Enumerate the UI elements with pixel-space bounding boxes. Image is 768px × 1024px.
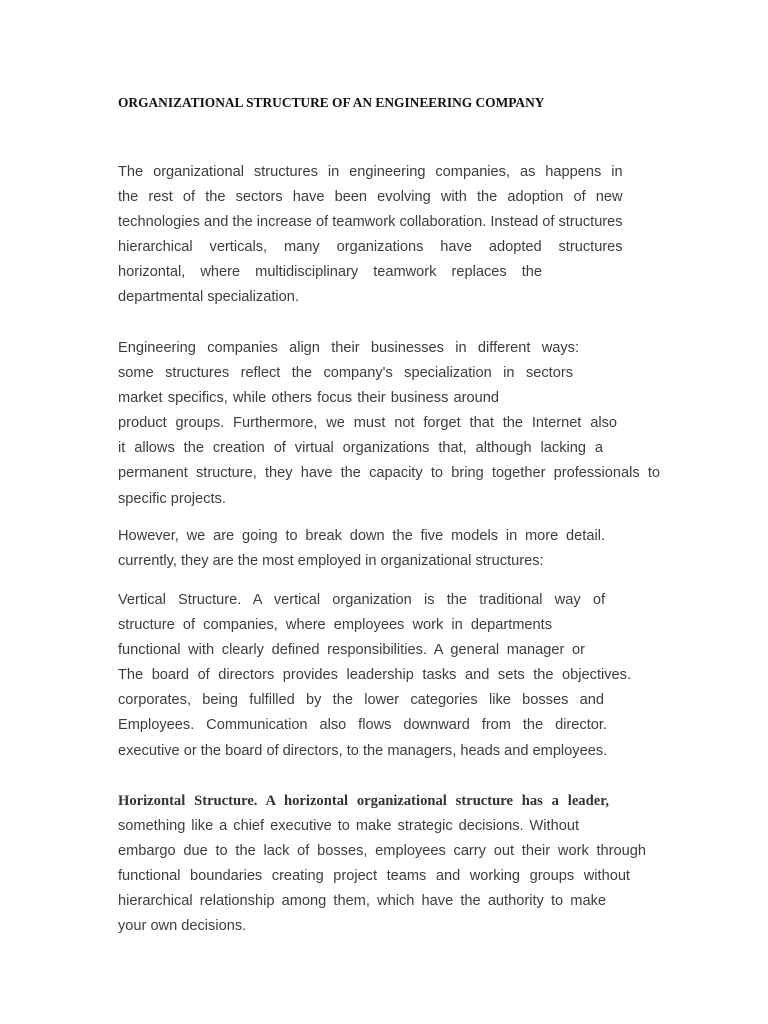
text-line: Horizontal Structure. A horizontal organizational structure has a leader, <box>118 793 609 809</box>
text-line: functional boundaries creating project teams and working groups without <box>118 868 630 885</box>
text-line: market specifics, while others focus their business around <box>118 390 499 407</box>
text-line: structure of companies, where employees work in departments <box>118 617 552 634</box>
paragraph-models-intro <box>118 524 605 574</box>
text-line: hierarchical relationship among them, which have the authority to make <box>118 893 606 910</box>
text-line: The board of directors provides leadership tasks and sets the objectives. <box>118 667 631 684</box>
text-line: it allows the creation of virtual organizations that, although lacking a <box>118 440 603 457</box>
text-line: something like a chief executive to make strategic decisions. Without <box>118 818 579 835</box>
text-line: some structures reflect the company's specialization in sectors <box>118 365 573 382</box>
paragraph-vertical-structure <box>118 588 631 764</box>
paragraph-horizontal-structure <box>118 789 646 940</box>
document-title: ORGANIZATIONAL STRUCTURE OF AN ENGINEERING COMPANY <box>118 95 545 110</box>
text-line: hierarchical verticals, many organizations have adopted structures <box>118 239 623 256</box>
text-line: The organizational structures in engineering companies, as happens in <box>118 164 623 180</box>
text-line: your own decisions. <box>118 918 247 935</box>
text-line: specific projects. <box>118 490 226 507</box>
text-line: currently, they are the most employed in organizational structures: <box>118 553 544 570</box>
text-line: Vertical Structure. A vertical organization is the traditional way of <box>118 592 605 608</box>
text-line: horizontal, where multidisciplinary teamwork replaces the <box>118 264 542 281</box>
text-line: embargo due to the lack of bosses, employees carry out their work through <box>118 843 646 860</box>
text-line: Engineering companies align their businesses in different ways: <box>118 340 579 356</box>
text-line: technologies and the increase of teamwork collaboration. Instead of structures <box>118 214 623 231</box>
text-line: departmental specialization. <box>118 289 299 306</box>
text-line: However, we are going to break down the five models in more detail. <box>118 528 605 544</box>
text-line: permanent structure, they have the capacity to bring together professionals to <box>118 465 660 482</box>
text-line: corporates, being fulfilled by the lower categories like bosses and <box>118 692 604 709</box>
paragraph-alignment <box>118 336 660 512</box>
text-line: product groups. Furthermore, we must not forget that the Internet also <box>118 415 617 432</box>
text-line: Employees. Communication also flows downward from the director. <box>118 717 607 734</box>
text-line: the rest of the sectors have been evolving with the adoption of new <box>118 189 623 206</box>
paragraph-intro <box>118 160 623 311</box>
text-line: executive or the board of directors, to the managers, heads and employees. <box>118 742 608 759</box>
text-line: functional with clearly defined responsibilities. A general manager or <box>118 642 585 659</box>
